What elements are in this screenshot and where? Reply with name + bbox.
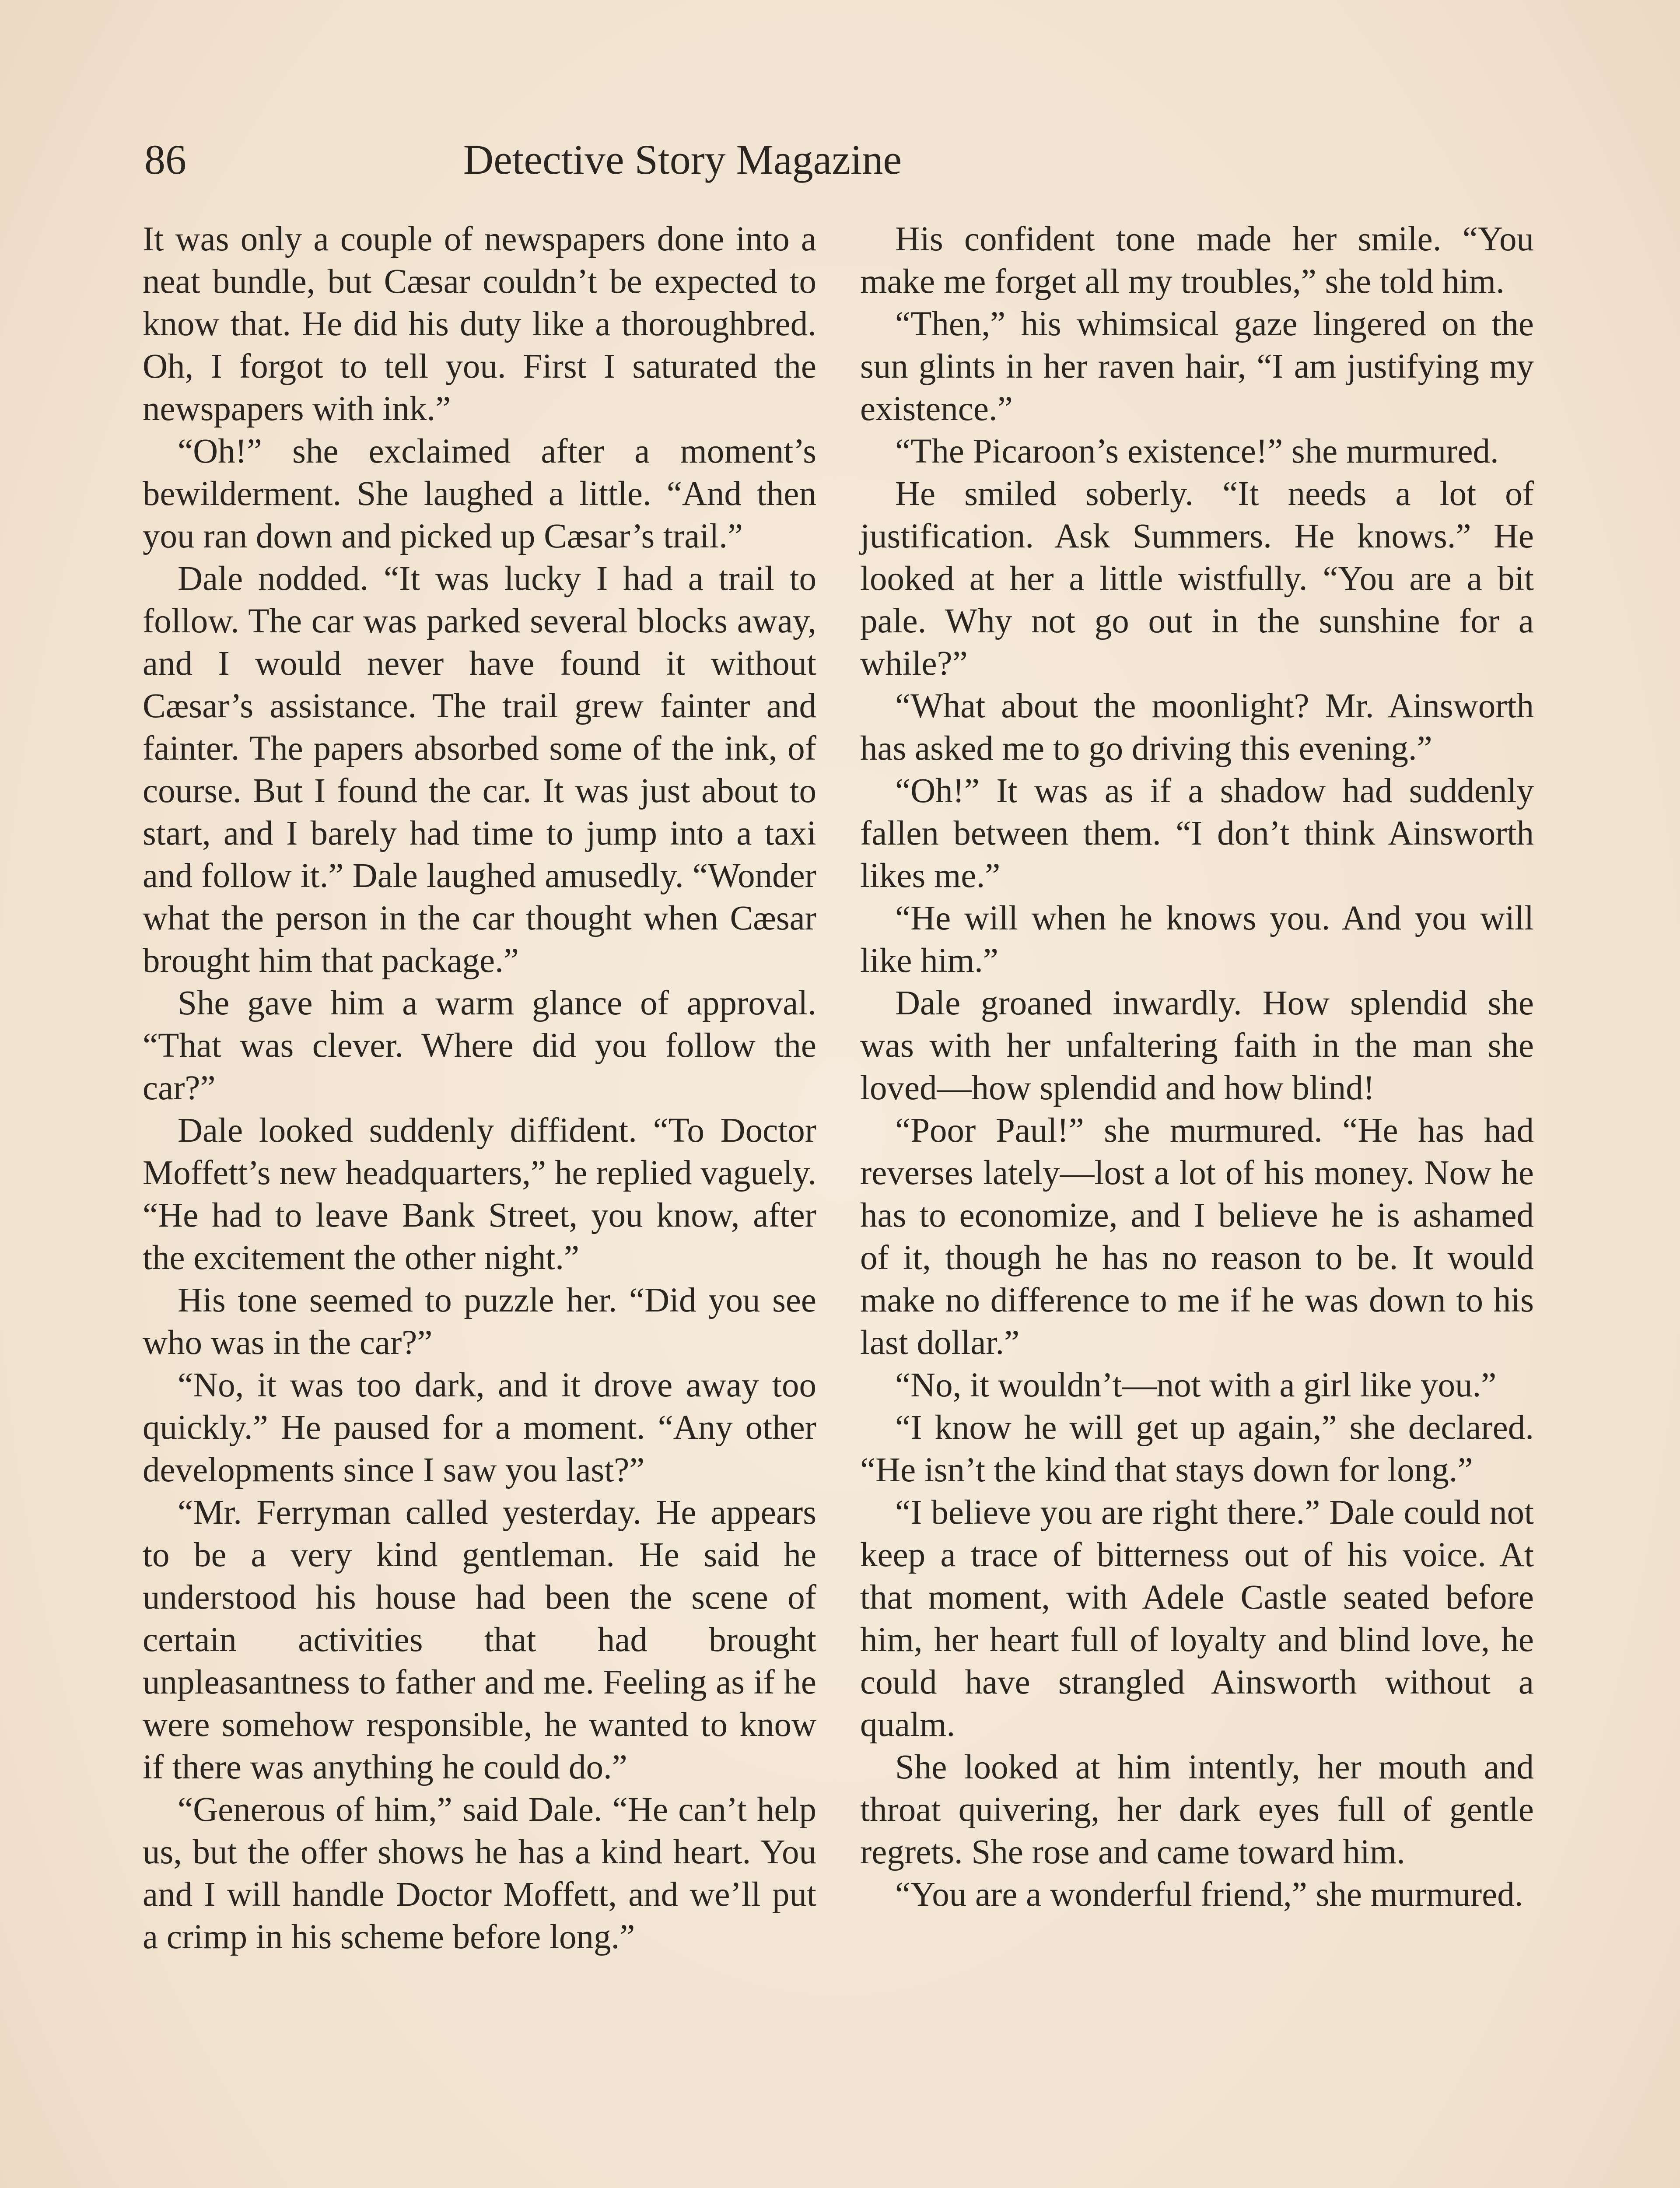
- paragraph: “You are a wonderful friend,” she murmured.: [895, 1876, 1523, 1914]
- paragraph: “Oh!” It was as if a shadow had suddenly fallen between them. “I don’t think Ainsworth likes me.”: [860, 772, 1534, 895]
- paragraph: “No, it was too dark, and it drove away too quickly.” He paused for a moment. “Any other developments since I saw you last?”: [143, 1366, 816, 1489]
- page-number: 86: [144, 136, 186, 183]
- paragraph: “Then,” his whimsical gaze lingered on the sun glints in her raven hair, “I am justifying my existence.”: [860, 305, 1534, 428]
- paragraph: “The Picaroon’s existence!” she murmured.: [895, 432, 1499, 470]
- paragraph: He smiled soberly. “It needs a lot of justification. Ask Summers. He knows.” He looked at her a little wistfully. “You are a bit pale. Why not go out in the sunshine for a while?”: [860, 475, 1534, 683]
- paragraph: His tone seemed to puzzle her. “Did you see who was in the car?”: [143, 1281, 816, 1362]
- paragraph: “Generous of him,” said Dale. “He can’t help us, but the offer shows he has a kind heart. You and I will handle Doctor Moffett, and we’ll put a crimp in his scheme before long.”: [143, 1791, 816, 1956]
- page-header: [144, 127, 1111, 193]
- paragraph: It was only a couple of newspapers done into a neat bundle, but Cæsar couldn’t be expected to know that. He did his duty like a thoroughbred. Oh, I forgot to tell you. First I saturated the newspapers with ink.”: [143, 220, 816, 428]
- paragraph: “I know he will get up again,” she declared. “He isn’t the kind that stays down for long.”: [860, 1409, 1534, 1489]
- paragraph: Dale nodded. “It was lucky I had a trail to follow. The car was parked several blocks away, and I would never have found it without Cæsar’s assistance. The trail grew fainter and fainter. The papers absorbed some of the ink, of course. But I found the car. It was just about to start, and I barely had time to jump into a taxi and follow it.” Dale laughed amusedly. “Wonder what the person in the car thought when Cæsar brought him that package.”: [143, 560, 816, 980]
- running-title: Detective Story Magazine: [463, 136, 902, 183]
- paragraph: “Oh!” she exclaimed after a moment’s bewilderment. She laughed a little. “And then you ran down and picked up Cæsar’s trail.”: [143, 432, 816, 555]
- paragraph: She gave him a warm glance of approval. “That was clever. Where did you follow the car?”: [143, 984, 816, 1107]
- paragraph: “He will when he knows you. And you will like him.”: [860, 899, 1534, 980]
- paragraph: She looked at him intently, her mouth and throat quivering, her dark eyes full of gentle regrets. She rose and came toward him.: [860, 1748, 1534, 1871]
- paragraph: His confident tone made her smile. “You make me forget all my troubles,” she told him.: [860, 220, 1534, 301]
- right-column: [860, 218, 1534, 1916]
- paragraph: “I believe you are right there.” Dale could not keep a trace of bitterness out of his voice. At that moment, with Adele Castle seated before him, her heart full of loyalty and blind love, he could have strangled Ainsworth without a qualm.: [860, 1494, 1534, 1744]
- paragraph: “No, it wouldn’t—not with a girl like you.”: [895, 1366, 1497, 1404]
- paragraph: Dale looked suddenly diffident. “To Doctor Moffett’s new headquarters,” he replied vaguely. “He had to leave Bank Street, you know, after the excitement the other night.”: [143, 1112, 816, 1277]
- paragraph: “What about the moonlight? Mr. Ainsworth has asked me to go driving this evening.”: [860, 687, 1534, 768]
- left-column: [143, 218, 816, 1958]
- paragraph: “Poor Paul!” she murmured. “He has had reverses lately—lost a lot of his money. Now he has to economize, and I believe he is ashamed of it, though he has no reason to be. It would make no difference to me if he was down to his last dollar.”: [860, 1112, 1534, 1362]
- paragraph: “Mr. Ferryman called yesterday. He appears to be a very kind gentleman. He said he understood his house had been the scene of certain activities that had brought unpleasantness to father and me. Feeling as if he were somehow responsible, he wanted to know if there was anything he could do.”: [143, 1494, 816, 1786]
- paragraph: Dale groaned inwardly. How splendid she was with her unfaltering faith in the man she loved—how splendid and how blind!: [860, 984, 1534, 1107]
